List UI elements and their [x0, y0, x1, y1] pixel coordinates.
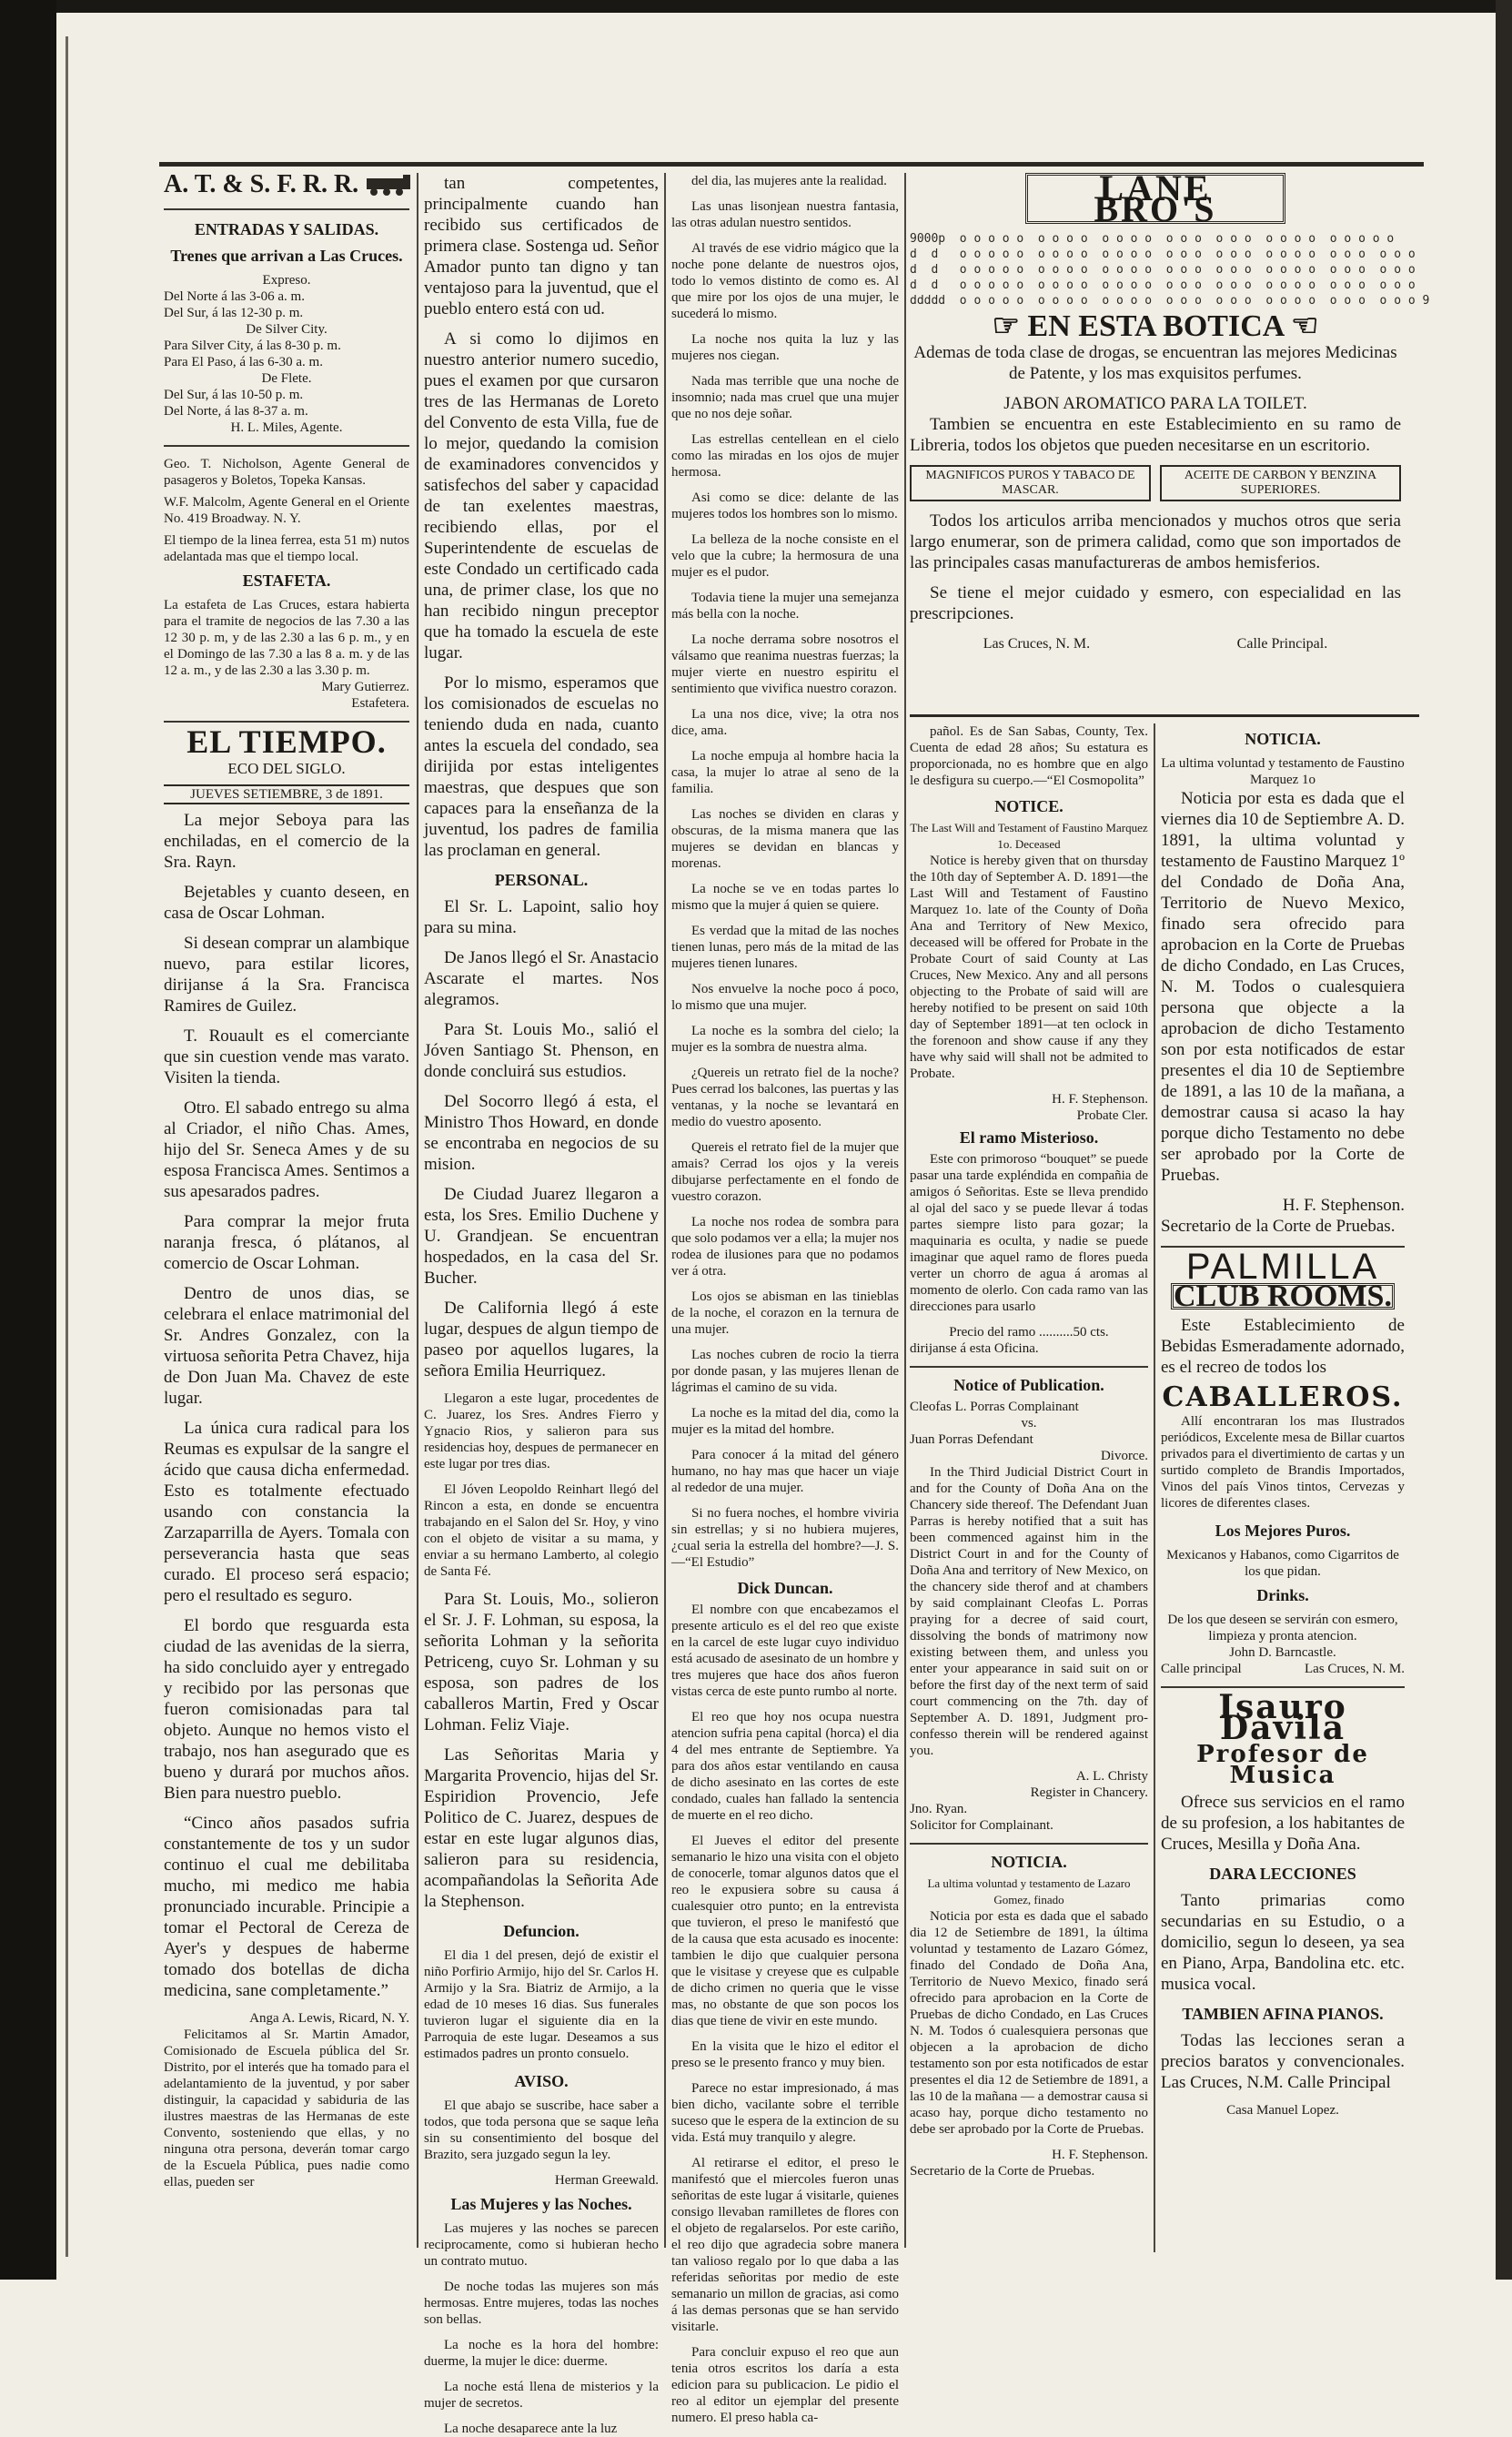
top-rule [159, 162, 1424, 167]
news-item: Felicitamos al Sr. Martin Amador, Comisionado de Escuela pública del Sr. Distrito, por el interés que ha tomado para el adelantamiento de la juventud, y por saber distinguir, la capacidad y sabiduria de las ilustres maestras de las Hermanas de este Convento, sosteniendo que ellas, y no ninguna otra persona, deverán tomar cargo de la Escuela Pública, pues nadie como ellas, pueden ser [164, 2027, 409, 2189]
noticia2-text: Noticia por esta es dada que el sabado dia 12 de Setiembre de 1891, la última voluntad y testamento de Lazaro Gómez, finado del Condado de Doña Ana, Territorio de Nuevo Mexico, finado será ofrecido para aprobacion en la Corte de Pruebas de dicho Condado, en Las Cruces N. M. Todos ó cualesquiera personas que objecen a la aprobacion de dicho testamento son por esta notificados de estar presentes el dia 12 de Setiembre de 1891, a las 10 de la mañana — a demostrar causa si acaso hay, porque dicho testamento no debe ser aprobado por la Corte de Pruebas. [910, 1909, 1148, 2137]
mujeres-item: La noche está llena de misterios y la mujer de secretos. [424, 2380, 659, 2411]
publication-sign: Jno. Ryan. [910, 1802, 968, 1816]
mujeres-item: La noche nos quita la luz y las mujeres nos ciegan. [671, 332, 899, 363]
news-item: La mejor Seboya para las enchiladas, en el comercio de la Sra. Rayn. [164, 811, 409, 872]
paper-subtitle: ECO DEL SIGLO. [227, 760, 346, 777]
personal-item: El Jóven Leopoldo Reinhart llegó del Rincon a esta, en donde se encuentra trabajando en el Salon del Sr. Hoy, y vino con el objeto de visitar a su mama, y enviar a su hermano Lamberto, al colegio de Santa Fé. [424, 1482, 659, 1579]
publication-vs: vs. [1021, 1416, 1037, 1431]
isauro-title: Isauro Davila [1218, 1688, 1347, 1747]
mujeres-item: La noche es la hora del hombre: duerme, la mujer le dice: duerme. [424, 2338, 659, 2369]
column-5 [1161, 723, 1405, 2252]
silver-row: Para Silver City, á las 8-30 p. m. [164, 339, 341, 353]
railroad-header [164, 169, 409, 199]
news-item: T. Rouault es el comerciante que sin cuestion vende mas varato. Visiten la tienda. [164, 1026, 409, 1087]
agent-line: H. L. Miles, Agente. [230, 420, 343, 435]
mujeres-item: Para conocer á la mitad del género humano, no hay mas que hacer un viaje al rededor de una mujer. [671, 1448, 899, 1495]
puros-text: Mexicanos y Habanos, como Cigarritos de los que pidan. [1166, 1548, 1399, 1579]
club-address [1161, 1661, 1405, 1677]
casa-line: Casa Manuel Lopez. [1226, 2103, 1339, 2118]
page-margin-rule [66, 36, 68, 2257]
mujeres-item: Las noches se dividen en claras y obscuras, de la misma manera que las mujeres se devidan en blancas y morenas. [671, 807, 899, 871]
lane-bros-ad [910, 167, 1430, 710]
date-line: JUEVES SETIEMBRE, 3 de 1891. [164, 784, 409, 804]
drinks-text: De los que deseen se servirán con esmero, limpieza y pronta atencion. [1167, 1613, 1398, 1643]
duncan-paragraph: El nombre con que encabezamos el presente articulo es el del reo que existe en la carcel de este lugar cuyo individuo está acusado de asesinato de un hombre y tres mujeres que hace dos años fueron vistas cerca de este punto rumbo al norte. [671, 1603, 899, 1699]
club-city: Las Cruces, N. M. [1305, 1662, 1405, 1676]
ad-bottom-rule [910, 714, 1419, 717]
noticia2-subtitle: La ultima voluntad y testamento de Lazaro Gomez, finado [927, 1876, 1131, 1906]
news-item: Dentro de unos dias, se celebrara el enlace matrimonial del Sr. Andres Gonzalez, con la virtuosa señorita Petra Chavez, hija de Don Juan Ma. Chavez de este lugar. [164, 1284, 409, 1408]
mujeres-item: Si no fuera noches, el hombre viviria sin estrellas; y si no hubiera mujeres, ¿cual seria la estrella del hombre?—J. S.—“El Estudio” [671, 1506, 899, 1570]
column-divider [664, 173, 666, 2248]
personal-title: PERSONAL. [494, 871, 589, 889]
mujeres-item: Todavia tiene la mujer una semejanza más bella con la noche. [671, 591, 899, 622]
news-item: Si desean comprar un alambique nuevo, para estilar licores, dirijanse á la Sra. Francisca Ramires de Guilez. [164, 934, 409, 1016]
scan-right-edge [1496, 0, 1512, 2280]
botica-title [910, 309, 1401, 343]
news-item: tan competentes, principalmente cuando han recibido sus certificados de primera clase. Sostenga ud. Señor Amador punto tan digno y tan ventajoso para la juventud, que el pueblo entero está con ud. [424, 174, 659, 319]
mujeres-item: Asi como se dice: delante de las mujeres todos los hombres son lo mismo. [671, 490, 899, 521]
mujeres-item: del dia, las mujeres ante la realidad. [691, 174, 887, 188]
express-row: Del Sur, á las 12-30 p. m. [164, 306, 304, 320]
publication-text: In the Third Judicial District Court in and for the County of Doña Ana on the Chancery side thereof. The Defendant Juan Parras is hereby notified that a suit has been commenced against him in the District Court in and for the County of Doña Ana and territory of New Mexico, on the chancery side therof and at chambers by said complainant Cleofas L. Porras praying for a decree of said court, dissolving the bonds of matrimony now existing between them, and unless you enter your appearance in said suit on or before the first day of the next term of said court commencing on the 7th. day of September A. D. 1891, Judgment pro-confesso therein will be rendered against you. [910, 1465, 1148, 1758]
articulos-text: Todos los articulos arriba mencionados y muchos otros que seria largo enumerar, son de primera calidad, como que son importados de las principales casas manufactureras de ambos hemisferios. [910, 511, 1401, 572]
publication-sign: Register in Chancery. [1030, 1785, 1148, 1800]
noticia2-signature: H. F. Stephenson. [1052, 2148, 1148, 2162]
flete-row: Del Norte, á las 8-37 a. m. [164, 404, 308, 419]
publication-plaintiff: Cleofas L. Porras Complainant [910, 1400, 1079, 1414]
drinks-title: Drinks. [1256, 1586, 1309, 1604]
publication-title: Notice of Publication. [953, 1376, 1104, 1394]
mujeres-item: Las estrellas centellean en el cielo como las miradas en los ojos de mujer hermosa. [671, 432, 899, 480]
dirijanse-line: dirijanse á esta Oficina. [910, 1341, 1039, 1356]
personal-item: Del Socorro llegó á esta, el Ministro Thos Howard, en donde se encontraba en negocios de su mision. [424, 1092, 659, 1174]
mujeres-item: La noche se ve en todas partes lo mismo que la mujer á quien se quiere. [671, 882, 899, 913]
news-item: Por lo mismo, esperamos que los comisionados de escuelas no teniendo duda en nada, cuanto antes la escuela del condado, sea dirijida por estas inteligentes maestras, que despues que son capaces para la enseñanza de la juventud, los padres de familia las proclaman en general. [424, 673, 659, 860]
duncan-paragraph: El Jueves el editor del presente semanario le hizo una visita con el objeto de conocerle, tomar algunos datos que el reo le expusiera sobre su causa á cualesquier otro punto; en la entrevista que tuvieron, el preso le manifestó que de la causa que esta acusado es inocente: tambien le dijo que cualquier persona que le visitase y creyese que es culpable de dicho crimen no queria que le visse mas, no obstante de que son pocos los dias que tiene de vivir en este mundo. [671, 1834, 899, 2028]
publication-sign: A. L. Christy [1075, 1769, 1148, 1784]
lane-bros-title: LANE BRO'S [1025, 173, 1285, 224]
schedule-title: ENTRADAS Y SALIDAS. [194, 220, 379, 238]
silver-label: De Silver City. [246, 322, 328, 337]
profesor-text: Ofrece sus servicios en el ramo de su profesion, a los habitantes de Cruces, Mesilla y Doña Ana. [1161, 1793, 1405, 1854]
aviso-title: AVISO. [514, 2072, 569, 2090]
libreria-text: Tambien se encuentra en este Establecimiento en su ramo de Libreria, todos los objetos que pueden necesitarse en un escritorio. [910, 415, 1401, 455]
duncan-paragraph: El reo que hoy nos ocupa nuestra atencion sufria pena capital (horca) el dia 4 del mes entrante de Septiembre. Ya para dos años estar ventilando en causa de dicho asesinato en las cortes de este condado, cuales han fallado la sentencia de muerte en el reo dicho. [671, 1710, 899, 1823]
flete-label: De Flete. [261, 371, 312, 386]
news-item: “Cinco años pasados sufria constantemente de tos y un sudor continuo el cual me debilitaba mucho, mi medico me habia pronunciado incurable. Principie a tomar el Pectoral de Cereza de Ayer's y despues de haberme tomado dos botellas de dicha medicina, sane completamente.” [164, 1814, 409, 2000]
precio-line: Precio del ramo ..........50 cts. [949, 1325, 1109, 1340]
personal-item: Llegaron a este lugar, procedentes de C. Juarez, los Sres. Andres Fierro y Ygnacio Rios, y salieron para sus residencias hoy, despues de permanecer en este lugar por tres dias. [424, 1391, 659, 1471]
club-encontraran: Allí encontraran los mas Ilustrados periódicos, Excelente mesa de Billar cuartos privados para el divertimiento de cartas y un surtido completo de Brandis Importados, Vinos del país Vinos tintos, Cervezas y licores de diferentes clases. [1161, 1414, 1405, 1511]
mujeres-item: La noche es la sombra del cielo; la mujer es la sombra de nuestra alma. [671, 1024, 899, 1055]
duncan-paragraph: Para concluir expuso el reo que aun tenia otros escritos los daría a esta edicion para su publicacion. Le pidio el reo al editor un ejemplar del presente numero. El preso habla ca- [671, 2345, 899, 2425]
malcolm-ad: W.F. Malcolm, Agente General en el Oriente No. 419 Broadway. N. Y. [164, 495, 409, 526]
address-line [910, 633, 1401, 654]
estafeta-text: La estafeta de Las Cruces, estara habierta para el tramite de negocios de las 7.30 a las 12 30 p. m, y de las 2.30 a las 6 p. m., y en el Domingo de las 7.30 a las 8 a. m. y de las 12 a. m., y de las 2.30 a las 3.30 p. m. [164, 598, 409, 678]
club-text: Este Establecimiento de Bebidas Esmeradamente adornado, es el recreo de todos los [1161, 1316, 1405, 1377]
product-boxes [910, 465, 1401, 501]
news-item: A si como lo dijimos en nuestro anterior numero sucedio, pues el examen por que cursaron tres de las Hermanas de Loreto del Convento de esta Villa, fue de lo mejor, quedando la comision de examinadores convencidos y satisfechos del saber y capacidad de tan exelentes maestras, recibiendo ellas, por el Superintendente de escuelas de este Condado un certificado cada una, de primer clase, los que no han recibido ningun preceptor que ha tomado la escuela de este lugar. [424, 329, 659, 662]
noticia2-role: Secretario de la Corte de Pruebas. [910, 2164, 1095, 2179]
estafeta-role: Estafetera. [351, 696, 409, 711]
misterioso-text: Este con primoroso “bouquet” se puede pasar una tarde expléndida en compañia de amigos ó Señoritas. Este se lleva prendido al ojal del saco y se puede llevar á todas partes siempre listo para gozar; la maquinaria es oculta, y nadie se puede imaginar que aquel ramo de flores pueda verter un chorro de agua á aromas al momento de olerlo. Con cada ramo van las direcciones para usarlo [910, 1152, 1148, 1314]
mujeres-item: Las unas lisonjean nuestra fantasia, las otras adulan nuestro sentidos. [671, 199, 899, 230]
mujeres-item: Quereis el retrato fiel de la mujer que amais? Cerrad los ojos y la vereis dibujarse perfectamente en el fondo de vuestro corazon. [671, 1140, 899, 1204]
misterioso-title: El ramo Misterioso. [959, 1128, 1099, 1147]
column-2 [424, 173, 659, 2436]
club-street: Calle principal [1161, 1662, 1242, 1676]
column-4 [910, 723, 1148, 2252]
mujeres-item: Es verdad que la mitad de las noches tienen lunas, pero más de la mitad de las mujeres tienen lunares. [671, 924, 899, 971]
mujeres-item: Las noches cubren de rocio la tierra por donde pasan, y las mujeres llenan de lágrimas el camino de su vida. [671, 1348, 899, 1395]
puros-box: MAGNIFICOS PUROS Y TABACO DE MASCAR. [910, 465, 1151, 501]
news-item: Para comprar la mejor fruta naranja fresca, ó plátanos, al comercio de Oscar Lohman. [164, 1212, 409, 1273]
personal-item: Para St. Louis, Mo., solieron el Sr. J. F. Lohman, su esposa, la señorita Lohman y la señorita Petriceng, cuyo Sr. Lohman y su esposa, son padres de los caballeros Martin, Fred y Oscar Lohman. Feliz Viaje. [424, 1590, 659, 1734]
mujeres-item: ¿Quereis un retrato fiel de la noche? Pues cerrad los balcones, las puertas y las ventanas, y la noche se levantará en medio do vuestro aposento. [671, 1066, 899, 1129]
news-item: Otro. El sabado entrego su alma al Criador, el niño Chas. Ames, hijo del Sr. Seneca Ames y de su esposa Francisca Ames. Sentimos a sus apesarados padres. [164, 1098, 409, 1201]
address-street: Calle Principal. [1236, 636, 1328, 652]
lecciones-text: Tanto primarias como secundarias en su Estudio, o a domicilio, segun lo deseen, ya sea en Piano, Arpa, Bandolina etc. etc. musica vocal. [1161, 1891, 1405, 1994]
news-item: La única cura radical para los Reumas es expulsar de la sangre el ácido que causa dicha enfermedad. Esto es totalmente efectuado usando con constancia la Zarzaparrilla de Ayers. Tomala con perseverancia hasta que seas curado. El proceso será espacio; pero el resultado es seguro. [164, 1419, 409, 1605]
duncan-title: Dick Duncan. [737, 1579, 833, 1597]
duncan-paragraph: Al retirarse el editor, el preso le manifestó que el miercoles fueron unas señoritas de este lugar á visitarle, quienes consigo llevaban ramilletes de flores con el objeto de regalarselos. Por este cariño, el reo dijo que agradecia sobre manera tan valioso regalo por lo que daba a las referidas señoritas por medio de este semanario un millon de gracias, asi como á las demas personas que se han servido visitarle. [671, 2156, 899, 2334]
express-label: Expreso. [262, 273, 311, 288]
publication-sign: Solicitor for Complainant. [910, 1818, 1053, 1833]
personal-item: De Ciudad Juarez llegaron a esta, los Sres. Emilio Duchene y U. Grandjean. Se encuentran hospedados, en la casa del Sr. Bucher. [424, 1185, 659, 1288]
noticia2-title: NOTICIA. [991, 1853, 1067, 1871]
train-icon [365, 173, 414, 199]
defuncion-text: El dia 1 del presen, dejó de existir el niño Porfirio Armijo, hijo del Sr. Carlos H. Armijo y la Sra. Biatriz de Armijo, a la edad de 10 meses 16 dias. Sus funerales tuvieron lugar el siguiente dia en la Parroquia de este lugar. Deseamos a sus estimados padres un pronto consuelo. [424, 1948, 659, 2061]
mujeres-item: Las mujeres y las noches se parecen reciprocamente, como si hubieran hecho un contrato mutuo. [424, 2221, 659, 2269]
aviso-text: El que abajo se suscribe, hace saber a todos, que toda persona que se saque leña sin su consentimiento del bosque del Brazito, sera juzgado segun la ley. [424, 2098, 659, 2162]
mujeres-item: La noche es la mitad del dia, como la mujer es la mitad del hombre. [671, 1406, 899, 1437]
pointing-hand-icon: ☞ [992, 309, 1028, 343]
address-city: Las Cruces, N. M. [983, 636, 1091, 652]
mujeres-item: La noche desaparece ante la luz [444, 2422, 618, 2436]
nicholson-ad: Geo. T. Nicholson, Agente General de pasageros y Boletos, Topeka Kansas. [164, 457, 409, 488]
mujeres-item: Los ojos se abisman en las tinieblas de la noche, el corazon en la ternura de una mujer. [671, 1289, 899, 1337]
news-item: Bejetables y cuanto deseen, en casa de Oscar Lohman. [164, 883, 409, 923]
duncan-paragraph: En la visita que le hizo el editor el preso se le presento franco y muy bien. [671, 2039, 899, 2070]
notice-role: Probate Cler. [1076, 1108, 1148, 1123]
esmero-text: Se tiene el mejor cuidado y esmero, con especialidad en las prescripciones. [910, 583, 1401, 623]
mujeres-item: Nos envuelve la noche poco á poco, lo mismo que una mujer. [671, 982, 899, 1013]
estafeta-sign: Mary Gutierrez. [321, 680, 409, 694]
estafeta-title: ESTAFETA. [242, 571, 331, 590]
mujeres-item: La una nos dice, vive; la otra nos dice, ama. [671, 707, 899, 738]
paper-name: EL TIEMPO. [186, 723, 387, 760]
palmilla-title: PALMILLA [1185, 1247, 1380, 1287]
ayer-signature: Anga A. Lewis, Ricard, N. Y. [249, 2011, 409, 2026]
afina-title: TAMBIEN AFINA PIANOS. [1182, 2005, 1384, 2023]
personal-item: De California llegó á este lugar, despues de algun tiempo de paseo por aquellos lugares, la señora Emilia Heurriquez. [424, 1299, 659, 1380]
barncastle-sign: John D. Barncastle. [1229, 1645, 1336, 1660]
schedule-subtitle: Trenes que arrivan a Las Cruces. [170, 247, 403, 265]
news-item: El bordo que resguarda esta ciudad de las avenidas de la sierra, ha sido concluido ayer y entregado y recibido por las personas que fueron comisionadas para tal objeto. Aunque no hemos visto el trabajo, nos han asegurado que es bueno y durará por muchos años. Bien para nuestro pueblo. [164, 1616, 409, 1803]
botica-title-text: EN ESTA BOTICA [1027, 309, 1284, 343]
botica-text: Ademas de toda clase de drogas, se encuentran las mejores Medicinas de Patente, y los mas exquisitos perfumes. [913, 343, 1397, 383]
personal-item: De Janos llegó el Sr. Anastacio Ascarate el martes. Nos alegramos. [424, 948, 659, 1009]
pointing-hand-icon: ☜ [1283, 309, 1319, 343]
defuncion-title: Defuncion. [503, 1922, 580, 1940]
caballeros-title: CABALLEROS. [1162, 1381, 1404, 1413]
noticia-title: NOTICIA. [1245, 730, 1321, 748]
ornament-dots: 9000p o o o o o o o o o o o o o o o o o o o o o o o o o o o o d d o o o o o o o o o o o o o o o o o o o o o o o o o o o o o d d o o o o o o o o o o o o o o o o o o o o o o o o o o o o o d d o o o o o o o o o o o o o o o o o o o o o o o o o o o o o ddddd o o o o o o o o o o o o o o o o o o o o o o o o o o o o o 9 [910, 232, 1430, 308]
column-divider [1154, 723, 1155, 2252]
column-divider [417, 173, 418, 2248]
silver-row: Para El Paso, á las 6-30 a. m. [164, 355, 323, 369]
time-note: El tiempo de la linea ferrea, esta 51 m) nutos adelantada mas que el tiempo local. [164, 533, 409, 564]
mujeres-item: Nada mas terrible que una noche de insomnio; nada mas cruel que una mujer que no nos deje soñar. [671, 374, 899, 421]
todas-text: Todas las lecciones seran a precios baratos y convencionales. Las Cruces, N.M. Calle Principal [1161, 2031, 1405, 2092]
column-divider [904, 173, 906, 2248]
mujeres-item: Al través de ese vidrio mágico que la noche pone delante de nuestros ojos, todo lo vemos distinto de como es. Al que mire por los ojos de una mujer, le sucederá lo mismo. [671, 241, 899, 321]
column-1 [164, 169, 409, 2199]
club-rooms-title: CLUB ROOMS. [1171, 1283, 1395, 1310]
jabon-line: JABON AROMATICO PARA LA TOILET. [1003, 394, 1307, 413]
profesor-title: Profesor de Musica [1196, 1741, 1369, 1789]
railroad-title: A. T. & S. F. R. R. [164, 169, 359, 198]
mujeres-item: De noche todas las mujeres son más hermosas. Entre mujeres, todas las noches son bellas. [424, 2280, 659, 2327]
column-3 [671, 173, 899, 2425]
notice-signature: H. F. Stephenson. [1052, 1092, 1148, 1107]
noticia-signature: H. F. Stephenson. [1282, 1196, 1405, 1215]
scan-top-edge [0, 0, 1512, 13]
scan-left-edge [0, 0, 56, 2280]
personal-item: Para St. Louis Mo., salió el Jóven Santiago St. Phenson, en donde concluirá sus estudios. [424, 1020, 659, 1081]
noticia-text: Noticia por esta es dada que el viernes dia 10 de Septiembre A. D. 1891, la ultima voluntad y testamento de Faustino Marquez 1º del Condado de Doña Ana, Territorio de Nuevo Mexico, finado sera ofrecido para aprobacion en la Corte de Pruebas de dicho Condado, en Las Cruces, N. M. Todos o cualesquiera persona que objecte a la aprobacion de dicho Testamento son por esta notificados de estar presentes el dia 10 de Septiembre de 1891, a las 10 de la mañana, a demostrar causa si acaso la hay porque dicho Testamento no debe ser aprobado por la Corte de Pruebas. [1161, 789, 1405, 1185]
mujeres-title: Las Mujeres y las Noches. [450, 2195, 632, 2213]
puros-title: Los Mejores Puros. [1215, 1522, 1351, 1540]
personal-item: Las Señoritas Maria y Margarita Provencio, hijas del Sr. Espiridion Provencio, Jefe Politico de C. Juarez, despues de estar en este lugar algunos dias, salieron para su residencia, acompañandolas la Señorita Ade la Stephenson. [424, 1745, 659, 1911]
cosmopolita-text: pañol. Es de San Sabas, County, Tex. Cuenta de edad 28 años; Su estatura es proporcionada, no es hombre que en algo le desfigura su cuerpo.—“El Cosmopolita” [910, 724, 1148, 788]
mujeres-item: La noche nos rodea de sombra para que solo podamos ver a ella; la mujer nos rodea de ilusiones para que no podamos ver á otra. [671, 1215, 899, 1279]
express-row: Del Norte á las 3-06 a. m. [164, 289, 305, 304]
notice-subtitle: The Last Will and Testament of Faustino Marquez 1o. Deceased [910, 821, 1148, 851]
aceite-box: ACEITE DE CARBON Y BENZINA SUPERIORES. [1160, 465, 1401, 501]
duncan-paragraph: Parece no estar impresionado, á mas bien dicho, vacilante sobre el terrible suceso que le espera de la extincion de su vida. Está muy tranquilo y alegre. [671, 2081, 899, 2145]
personal-item: El Sr. L. Lapoint, salio hoy para su mina. [424, 897, 659, 937]
noticia-subtitle: La ultima voluntad y testamento de Faustino Marquez 1o [1161, 756, 1405, 787]
lecciones-title: DARA LECCIONES [1209, 1865, 1356, 1883]
mujeres-item: La noche derrama sobre nosotros el válsamo que reanima nuestras fuerzas; la mujer vierte en nuestro espiritu el sentimiento que vivifica nuestro corazon. [671, 632, 899, 696]
noticia-role: Secretario de la Corte de Pruebas. [1161, 1217, 1396, 1236]
publication-defendant: Juan Porras Defendant [910, 1432, 1033, 1447]
publication-divorce: Divorce. [1100, 1449, 1148, 1463]
notice-title: NOTICE. [994, 797, 1063, 815]
aviso-signature: Herman Greewald. [554, 2173, 659, 2188]
flete-row: Del Sur, á las 10-50 p. m. [164, 388, 304, 402]
mujeres-item: La belleza de la noche consiste en el velo que la cubre; la hermosura de una mujer es el pudor. [671, 532, 899, 580]
mujeres-item: La noche empuja al hombre hacia la casa, la mujer lo atrae al seno de la familia. [671, 749, 899, 796]
notice-text: Notice is hereby given that on thursday the 10th day of September A. D. 1891—the Last Will and Testament of Faustino Marquez 1o. late of the County of Doña Ana and Territory of New Mexico, deceased will be offered for Probate in the Probate Court of said County at Las Cruces, New Mexico. Any and all persons objecting to the Probate of said will are hereby notified to be present on said 10th day of September 1891—at ten oclock in the forenoon and show cause if any they have why said will shall not be admited to Probate. [910, 854, 1148, 1081]
